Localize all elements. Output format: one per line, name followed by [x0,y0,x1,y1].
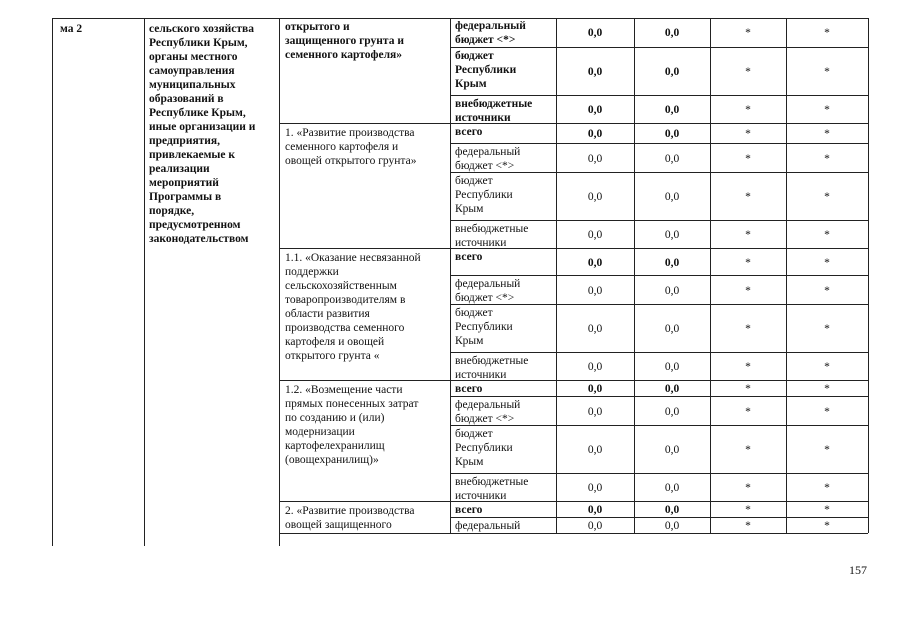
value-cell-2: 0,0 [664,444,680,456]
value-cell-3: * [745,66,751,78]
value-cell-2: 0,0 [664,191,680,203]
column-divider-2 [144,18,145,546]
value-cell-4: * [824,504,830,516]
funding-source: внебюджетные источники [455,355,529,381]
value-cell-2: 0,0 [664,152,680,165]
value-cell-1: 0,0 [587,482,603,494]
value-cell-1: 0,0 [587,256,603,269]
table-row [450,396,868,426]
value-cell-3: * [745,504,751,516]
value-cell-1: 0,0 [587,152,603,165]
value-cell-1: 0,0 [587,284,603,297]
funding-source: федеральный бюджет <*> [455,399,521,425]
funding-source: всего [455,251,483,263]
value-cell-3: * [745,128,751,140]
value-cell-2: 0,0 [664,284,680,297]
value-cell-1: 0,0 [587,26,603,39]
funding-source: бюджет Республики Крым [455,307,513,347]
value-cell-4: * [824,26,830,39]
value-cell-1: 0,0 [587,405,603,418]
value-cell-2: 0,0 [664,128,680,140]
value-cell-4: * [824,104,830,116]
value-column-divider [710,18,711,533]
funding-source: федеральный бюджет <*> [455,20,526,46]
value-cell-4: * [824,229,830,241]
value-cell-4: * [824,361,830,373]
value-column-divider [634,18,635,533]
value-cell-1: 0,0 [587,504,603,516]
value-cell-4: * [824,152,830,165]
table-row [450,172,868,221]
measure-block [279,248,450,381]
value-column-divider [450,18,451,533]
value-cell-1: 0,0 [587,104,603,116]
table-left-border [52,18,53,546]
value-cell-3: * [745,444,751,456]
table-row [450,473,868,502]
table-row [450,248,868,276]
value-cell-2: 0,0 [664,229,680,241]
program-number-cell: ма 2 [60,23,83,35]
funding-rows [450,123,868,248]
funding-rows [450,248,868,380]
value-cell-3: * [745,284,751,297]
value-cell-2: 0,0 [664,104,680,116]
value-cell-4: * [824,256,830,269]
table-row [450,95,868,124]
table-row [450,380,868,397]
value-cell-3: * [745,229,751,241]
measure-name: открытого и защищенного грунта и семенного картофеля» [285,21,404,61]
value-cell-2: 0,0 [664,256,680,269]
value-cell-3: * [745,256,751,269]
value-cell-2: 0,0 [664,482,680,494]
table-row [450,220,868,249]
funding-rows [450,18,868,123]
value-cell-4: * [824,383,830,395]
value-cell-1: 0,0 [587,383,603,395]
page-number: 157 [849,563,867,577]
value-cell-2: 0,0 [664,504,680,516]
measure-block [279,123,450,249]
measure-name: 1.1. «Оказание несвязанной поддержки сельскохозяйственным товаропроизводителям в области развития производства семенного картофеля и овощей открытого грунта « [285,252,421,362]
value-cell-4: * [824,482,830,494]
value-cell-3: * [745,104,751,116]
table-row [450,517,868,534]
value-cell-1: 0,0 [587,520,603,532]
table-bottom-border [279,533,868,534]
value-column-divider [556,18,557,533]
funding-source: внебюджетные источники [455,476,529,502]
value-cell-4: * [824,323,830,335]
value-cell-3: * [745,191,751,203]
value-cell-1: 0,0 [587,66,603,78]
value-column-divider [868,18,869,533]
measure-block [279,380,450,502]
value-cell-2: 0,0 [664,361,680,373]
value-cell-2: 0,0 [664,323,680,335]
table-row [450,123,868,144]
value-cell-3: * [745,383,751,395]
value-cell-4: * [824,405,830,418]
funding-source: всего [455,383,483,395]
executors-cell: сельского хозяйства Республики Крым, органы местного самоуправления муниципальных образований в Республике Крым, иные организации и предприятия, привлекаемые к реализации мероприятий Программы в порядке, предусмотренном законодательством [149,23,256,245]
value-cell-2: 0,0 [664,405,680,418]
value-cell-4: * [824,520,830,532]
funding-source: внебюджетные источники [455,223,529,249]
funding-rows [450,501,868,533]
value-cell-3: * [745,152,751,165]
measure-block [279,18,450,123]
value-cell-4: * [824,66,830,78]
value-cell-3: * [745,482,751,494]
value-cell-2: 0,0 [664,383,680,395]
value-cell-2: 0,0 [664,520,680,532]
value-cell-3: * [745,520,751,532]
funding-source: бюджет Республики Крым [455,175,513,215]
value-cell-2: 0,0 [664,66,680,78]
table-row [450,304,868,353]
value-column-divider [786,18,787,533]
value-cell-3: * [745,405,751,418]
funding-rows [450,380,868,501]
value-cell-1: 0,0 [587,323,603,335]
table-row [450,352,868,381]
measure-name: 1.2. «Возмещение части прямых понесенных затрат по созданию и (или) модернизации картофелехранилищ (овощехранилищ)» [285,384,419,466]
funding-source: бюджет Республики Крым [455,428,513,468]
value-cell-4: * [824,444,830,456]
value-cell-1: 0,0 [587,444,603,456]
value-cell-2: 0,0 [664,26,680,39]
measure-name: 2. «Развитие производства овощей защищенного [285,505,415,531]
funding-source: всего [455,126,483,138]
value-cell-3: * [745,361,751,373]
value-cell-3: * [745,323,751,335]
value-cell-1: 0,0 [587,191,603,203]
table-row [450,143,868,173]
measure-name: 1. «Развитие производства семенного картофеля и овощей открытого грунта» [285,127,417,167]
value-cell-1: 0,0 [587,128,603,140]
value-cell-1: 0,0 [587,361,603,373]
value-cell-4: * [824,191,830,203]
value-cell-1: 0,0 [587,229,603,241]
measure-block [279,501,450,534]
funding-source: федеральный бюджет <*> [455,278,521,304]
funding-source: федеральный [455,520,521,532]
funding-source: внебюджетные источники [455,98,533,124]
value-cell-4: * [824,284,830,297]
table-row [450,501,868,518]
table-row [450,275,868,305]
table-row [450,18,868,47]
funding-source: бюджет Республики Крым [455,50,517,90]
table-row [450,47,868,96]
funding-source: федеральный бюджет <*> [455,146,521,172]
value-cell-4: * [824,128,830,140]
value-cell-3: * [745,26,751,39]
table-row [450,425,868,474]
funding-source: всего [455,504,483,516]
